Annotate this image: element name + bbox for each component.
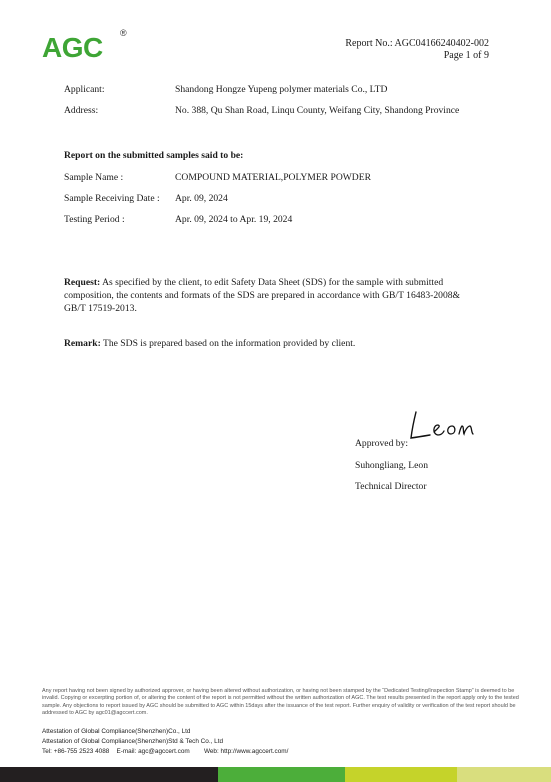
footer-company-line-2: Attestation of Global Compliance(Shenzhen)Std & Tech Co., Ltd: [42, 738, 224, 745]
page-number: Page 1 of 9: [443, 50, 489, 61]
samples-section-title: Report on the submitted samples said to be:: [64, 150, 244, 161]
sample-receiving-value: Apr. 09, 2024: [175, 193, 228, 204]
testing-period-value: Apr. 09, 2024 to Apr. 19, 2024: [175, 214, 293, 225]
footer-disclaimer: Any report having not been signed by authorized approver, or having been altered without authorization, or having not been stamped by the “Dedicated Testing/Inspection Stamp” is deemed to be invalid. Copying or excerpting portion of, or altering the content of the report is not permitted without the written authorization of AGC. The test results presented in the report apply only to the tested sample. Any objections to report issued by AGC should be submitted to AGC within 15days after the issuance of the test report. Further enquiry of validity or verification of the test report should be addressed to AGC by agc01@agccert.com.: [42, 688, 519, 717]
request-paragraph: [64, 276, 484, 316]
footer-web: Web: http://www.agccert.com/: [203, 748, 289, 755]
sample-name-label: Sample Name :: [64, 172, 124, 183]
remark-paragraph: [64, 337, 484, 350]
signer-title: Technical Director: [355, 481, 427, 492]
footer-color-bar: [0, 767, 551, 782]
color-bar-light: [457, 767, 551, 782]
address-label: Address:: [64, 105, 99, 116]
sample-name-value: COMPOUND MATERIAL,POLYMER POWDER: [175, 172, 371, 183]
footer-company-line-1: Attestation of Global Compliance(Shenzhen)Co., Ltd: [42, 728, 191, 735]
color-bar-dark: [0, 767, 218, 782]
applicant-label: Applicant:: [64, 84, 105, 95]
registered-mark: ®: [120, 28, 127, 38]
remark-label: Remark:: [64, 338, 101, 349]
remark-text: The SDS is prepared based on the information provided by client.: [100, 338, 356, 349]
logo-text: AGC: [42, 32, 103, 63]
footer-email: E-mail: agc@agccert.com: [116, 748, 190, 755]
color-bar-lime: [345, 767, 457, 782]
color-bar-green: [218, 767, 345, 782]
sample-receiving-label: Sample Receiving Date :: [64, 193, 160, 204]
request-text: As specified by the client, to edit Safety Data Sheet (SDS) for the sample with submitted composition, the contents and formats of the SDS are prepared in accordance with GB/T 16483-2008& GB/T 17519-2013.: [64, 277, 460, 315]
applicant-value: Shandong Hongze Yupeng polymer materials Co., LTD: [175, 84, 388, 95]
footer-contact-line: [42, 748, 288, 755]
report-number: Report No.: AGC04166240402-002: [345, 38, 489, 49]
agc-logo: [42, 30, 134, 66]
request-label: Request:: [64, 277, 101, 288]
handwritten-signature: [408, 408, 476, 444]
footer-tel: Tel: +86-755 2523 4088: [42, 748, 110, 755]
report-number-block: [345, 38, 489, 62]
approved-by-label: Approved by:: [355, 438, 409, 449]
signer-name: Suhongliang, Leon: [355, 460, 429, 471]
testing-period-label: Testing Period :: [64, 214, 125, 225]
address-value: No. 388, Qu Shan Road, Linqu County, Weifang City, Shandong Province: [175, 105, 460, 116]
